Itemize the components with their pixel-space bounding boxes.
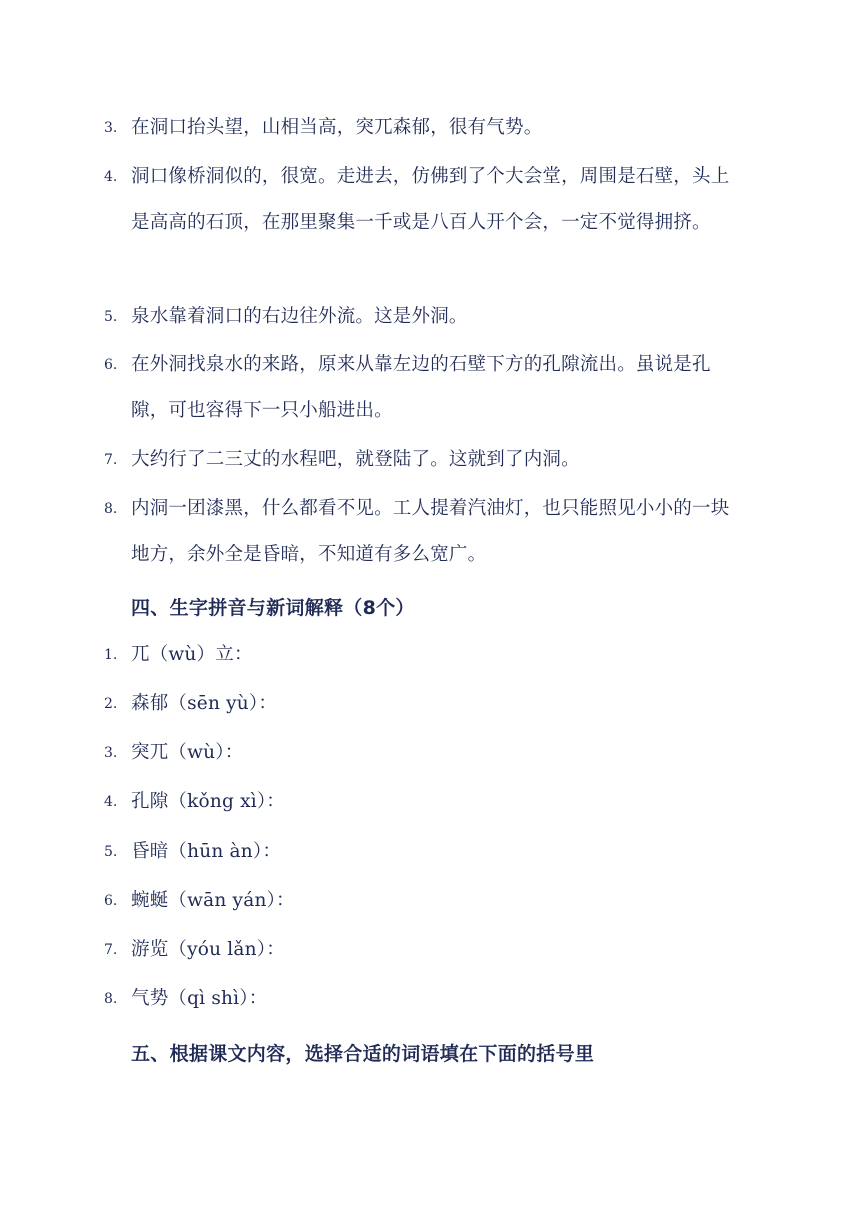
item-number: 8. — [104, 501, 118, 517]
item-number: 4. — [104, 169, 118, 185]
item-number: 6. — [104, 357, 118, 373]
vocab-text: 昏暗（hūn àn）： — [131, 841, 282, 862]
item-number: 5. — [104, 844, 118, 860]
sentence-item — [104, 294, 744, 340]
sentence-item — [104, 437, 744, 483]
item-number: 8. — [104, 991, 118, 1007]
vocab-item — [104, 730, 744, 776]
vocab-item — [104, 878, 744, 924]
vocab-item — [104, 927, 744, 973]
sentence-text: 泉水靠着洞口的右边往外流。这是外洞。 — [131, 306, 468, 327]
sentence-item — [104, 342, 744, 434]
sentence-text: 在洞口抬头望，山相当高，突兀森郁，很有气势。 — [131, 117, 543, 138]
item-number: 6. — [104, 893, 118, 909]
sentence-item — [104, 105, 744, 151]
item-number: 1. — [104, 647, 118, 663]
vocab-text: 气势（qì shì）： — [131, 988, 268, 1009]
item-number: 2. — [104, 696, 118, 712]
vocab-text: 游览（yóu lǎn）： — [131, 939, 285, 960]
sentence-item — [104, 486, 744, 578]
sentence-item — [104, 154, 744, 246]
vocab-text: 兀（wù）立： — [131, 644, 253, 665]
item-number: 7. — [104, 942, 118, 958]
vocab-item — [104, 976, 744, 1022]
section-heading: 四、生字拼音与新词解释（8个） — [131, 597, 415, 619]
vocab-text: 森郁（sēn yù）： — [131, 693, 278, 714]
item-number: 4. — [104, 794, 118, 810]
item-number: 7. — [104, 452, 118, 468]
vocab-item — [104, 632, 744, 678]
sentence-text: 在外洞找泉水的来路，原来从靠左边的石壁下方的孔隙流出。虽说是孔隙，可也容得下一只小船进出。 — [131, 354, 711, 421]
item-number: 3. — [104, 745, 118, 761]
vocab-text: 孔隙（kǒng xì）： — [131, 791, 285, 812]
vocab-item — [104, 779, 744, 825]
sentence-text: 内洞一团漆黑，什么都看不见。工人提着汽油灯，也只能照见小小的一块地方，余外全是昏暗，不知道有多么宽广。 — [131, 498, 730, 565]
item-number: 5. — [104, 309, 118, 325]
vocab-text: 突兀（wù）： — [131, 742, 244, 763]
section-heading: 五、根据课文内容，选择合适的词语填在下面的括号里 — [131, 1043, 595, 1065]
sentence-text: 大约行了二三丈的水程吧，就登陆了。这就到了内洞。 — [131, 449, 580, 470]
vocab-text: 蜿蜒（wān yán）： — [131, 890, 295, 911]
vocab-item — [104, 681, 744, 727]
vocab-item — [104, 829, 744, 875]
item-number: 3. — [104, 120, 118, 136]
sentence-text: 洞口像桥洞似的，很宽。走进去，仿佛到了个大会堂，周围是石壁，头上是高高的石顶，在那里聚集一千或是八百人开个会，一定不觉得拥挤。 — [131, 166, 730, 233]
